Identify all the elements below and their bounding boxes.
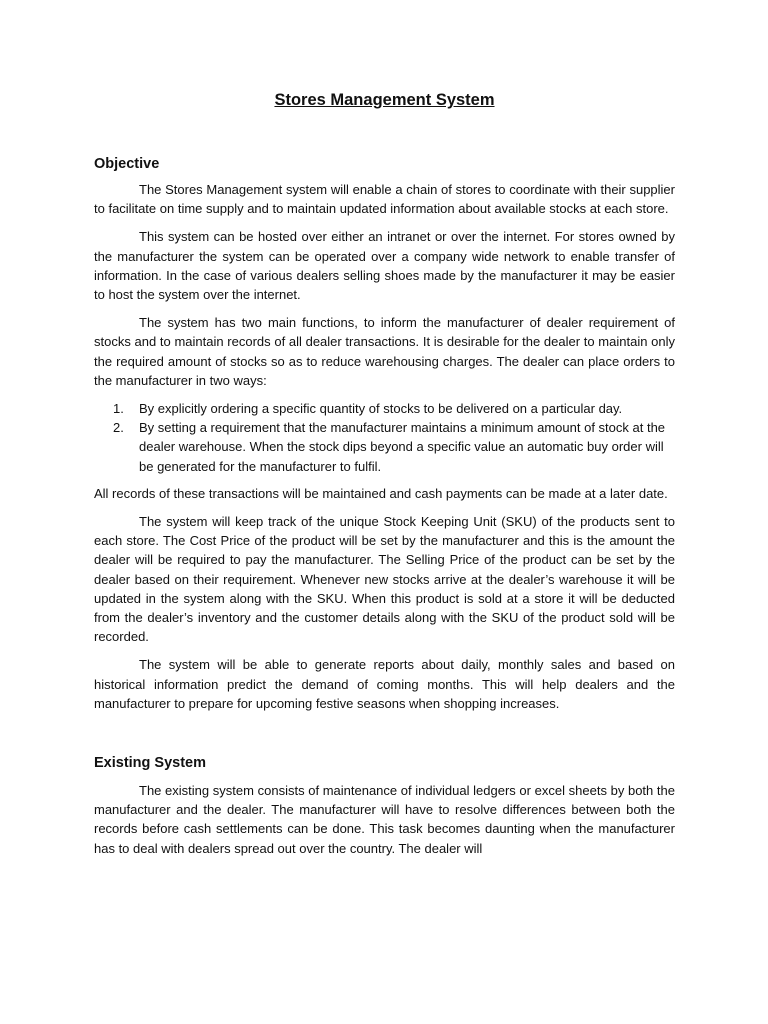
reports-paragraph: The system will be able to generate reports about daily, monthly sales and based on historical information predict the demand of coming months. This will help dealers and the manufacturer to prepare for upcoming festive seasons when shopping increases. bbox=[94, 657, 675, 711]
objective-heading: Objective bbox=[94, 156, 160, 172]
list-item bbox=[94, 418, 675, 476]
objective-paragraph-2: This system can be hosted over either an intranet or over the internet. For stores owned by the manufacturer the system can be operated over a company wide network to enable transfer of information. In the case of various dealers selling shoes made by the manufacturer it may be easier to host the system over the internet. bbox=[94, 229, 675, 303]
existing-system-section bbox=[94, 753, 675, 858]
existing-system-heading: Existing System bbox=[94, 755, 207, 772]
objective-paragraph-3: The system has two main functions, to inform the manufacturer of dealer requirement of stocks and to maintain records of all dealer transactions. It is desirable for the dealer to maintain only the required amount of stocks so as to reduce warehousing charges. The dealer can place orders to the manufacturer in two ways: bbox=[94, 315, 675, 388]
existing-system-paragraph: The existing system consists of maintenance of individual ledgers or excel sheets by both the manufacturer and the dealer. The manufacturer will have to resolve differences between both the records before cash settlements can be done. This task becomes daunting when the manufacturer has to deal with dealers spread out over the country. The dealer will bbox=[94, 783, 675, 856]
sku-paragraph: The system will keep track of the unique Stock Keeping Unit (SKU) of the products sent to each store. The Cost Price of the product will be set by the manufacturer and this is the amount the dealer will be required to pay the manufacturer. The Selling Price of the product can be set by the dealer based on their requirement. Whenever new stocks arrive at the dealer’s warehouse it will be updated in the system along with the SKU. When this product is sold at a store it will be deducted from the dealer’s inventory and the customer details along with the SKU of the product sold will be recorded. bbox=[94, 514, 675, 645]
objective-paragraph-1: The Stores Management system will enable a chain of stores to coordinate with their supplier to facilitate on time supply and to maintain updated information about available stocks at each store. bbox=[94, 182, 675, 217]
order-methods-list bbox=[94, 399, 675, 476]
list-item-text: By setting a requirement that the manufacturer maintains a minimum amount of stock at the dealer warehouse. When the stock dips beyond a specific value an automatic buy order will be generated for the manufacturer to fulfil. bbox=[139, 420, 666, 474]
document-title: Stores Management System bbox=[274, 91, 495, 109]
records-paragraph: All records of these transactions will be maintained and cash payments can be made at a later date. bbox=[94, 485, 668, 501]
list-item-number: 2. bbox=[113, 420, 124, 436]
objective-section bbox=[94, 154, 675, 713]
document-body bbox=[94, 89, 675, 867]
list-item-number: 1. bbox=[113, 401, 124, 417]
list-item bbox=[94, 399, 675, 418]
list-item-text: By explicitly ordering a specific quantity of stocks to be delivered on a particular day. bbox=[139, 401, 623, 417]
